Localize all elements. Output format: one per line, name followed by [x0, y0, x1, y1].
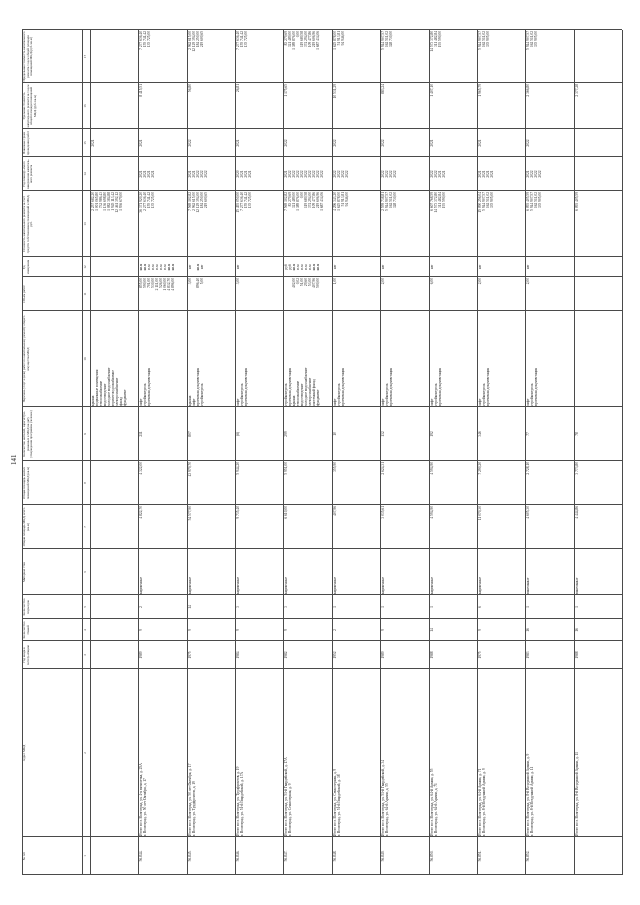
- column-header: Плановые сроки проведения работ: [22, 130, 30, 156]
- column-number: 13: [83, 222, 87, 226]
- table-vertical-rule: [22, 460, 622, 461]
- table-cell: 14: [429, 628, 434, 632]
- table-cell: 2022: [526, 139, 531, 147]
- table-cell: 1988: [429, 651, 434, 659]
- table-cell: 7 569 102,82 2 962 615,00 12 129 394,00 184 250,00 219 600,65: [187, 192, 208, 213]
- table-cell: 1: [574, 606, 579, 608]
- table-cell: (б): [236, 431, 241, 437]
- table-cell: 1975: [477, 651, 482, 659]
- table-cell: шт: [332, 264, 337, 270]
- table-vertical-rule: [22, 276, 622, 277]
- table-cell: 2022 2022 2022 2022: [332, 170, 349, 178]
- table-cell: 3 035,61: [381, 506, 386, 519]
- table-cell: 56.847.: [284, 850, 289, 862]
- table-cell: 2021 2022 2022 2022 2022 2022 2022 2022 2022 2022: [284, 170, 325, 178]
- table-cell: кв.м кв.м п.м п.м п.м п.м п.м кв.м кв.м: [139, 263, 176, 271]
- table-vertical-rule: [22, 504, 622, 505]
- table-cell: лифт стройконтроль проектная документация: [429, 367, 442, 406]
- table-vertical-rule: [22, 406, 622, 407]
- table-cell: 36 371 920,20 2 277 636,40 155 741,42 135 725,00: [139, 192, 156, 213]
- table-cell: 2021 2021 2021 2021: [477, 170, 494, 178]
- table-cell: стройконтроль проектная документация крыша теплоснабжение водоотведение холодное водоснабжение электроснабжение системный фасад фундамент: [284, 367, 321, 406]
- column-number: 1: [83, 855, 87, 857]
- capital-repair-table: [22, 30, 622, 875]
- table-cell: 1: [429, 606, 434, 608]
- table-cell: 402,00 0,02 51,00 29,60 53,00 407,96 500,00: [292, 278, 321, 288]
- table-cell: 6 093 405,59 5 944 907,57 162 511,02 335 905,00: [526, 192, 543, 211]
- table-cell: 1989: [381, 651, 386, 659]
- table-cell: 855,00 590,00 701,00 530,00 2 111,00 526,00 1 060,00 4 832,70 4 896,00: [139, 278, 176, 291]
- table-cell: 56.846.: [236, 850, 241, 862]
- page-number: 141: [10, 454, 18, 465]
- table-cell: лифт стройконтроль проектная документация: [526, 367, 539, 406]
- table-vertical-rule: [22, 836, 622, 837]
- table-cell: 7 277 636,40 155 741,42 135 725,00: [139, 31, 152, 50]
- table-cell: 2022: [381, 139, 386, 147]
- table-cell: 15 090 256,04 5 944 907,57 162 511,02 335 905,00: [477, 192, 494, 213]
- column-number: 6: [83, 571, 87, 573]
- table-vertical-rule: [22, 156, 622, 157]
- table-cell: шт: [381, 264, 386, 270]
- table-vertical-rule: [22, 82, 622, 83]
- table-cell: 1982: [284, 651, 289, 659]
- table-vertical-rule: [22, 668, 622, 669]
- table-cell: 1 965,79: [477, 84, 482, 97]
- table-cell: 14 573 372,80 311 482,84 193 590,00: [429, 31, 442, 52]
- table-cell: 16: [526, 628, 531, 632]
- table-cell: 883,24: [381, 84, 386, 94]
- table-cell: 5 944 907,57 162 511,02 328 730,00: [381, 31, 394, 50]
- table-cell: 1984: [236, 651, 241, 659]
- table-cell: панельные: [526, 577, 531, 594]
- table-vertical-rule: [22, 190, 622, 191]
- column-number: 11: [83, 292, 87, 296]
- table-cell: 1: [381, 606, 386, 608]
- column-header: Перечень услуг и (или) работ по капитальному ремонту общего имущества МКД: [22, 315, 30, 403]
- table-cell: 56,80: [187, 84, 192, 93]
- table-cell: 2021: [139, 139, 144, 147]
- table-cell: 9: [139, 629, 144, 631]
- table-cell: 2021: [477, 139, 482, 147]
- table-cell: 56.845.: [187, 850, 192, 862]
- table-cell: шт: [477, 264, 482, 270]
- table-cell: 5 944,20: [236, 462, 241, 475]
- column-header: Коли-чество этажей: [22, 621, 30, 639]
- table-cell: 56.844.: [139, 850, 144, 862]
- table-cell: 4 322,00: [139, 462, 144, 475]
- table-vertical-rule: [22, 594, 622, 595]
- table-cell: 10 531,29: [332, 84, 337, 99]
- table-vertical-rule: [22, 640, 622, 641]
- table-cell: 43 979,70: [187, 462, 192, 477]
- table-cell: 807: [187, 431, 192, 437]
- table-cell: 4 822,70: [139, 506, 144, 519]
- column-header: Общая площадь жилых помещений МКД (кв.м): [22, 466, 30, 500]
- table-cell: кирпичные: [429, 576, 434, 594]
- table-cell: 5 944 907,57 162 511,02 335 905,00: [526, 31, 539, 50]
- table-cell: 7 277 636,40 155 741,42 135 725,00: [236, 31, 249, 50]
- table-cell: 4 594,90: [429, 506, 434, 519]
- table-cell: 2,00: [381, 278, 386, 285]
- table-cell: 2 257 682,20 1 001 065,80 732 986,43 1 136 698,80 1 082 384,88 1 945 113,42 12 461 392,12 1 936 679,00: [91, 192, 123, 213]
- table-cell: 4 444,86: [574, 506, 579, 519]
- table-cell: Итого по г. Волгоград, ул. 8-й Воздушной Армии, д. 11: [574, 752, 579, 836]
- table-cell: 132: [381, 431, 386, 437]
- column-number: 16: [83, 104, 87, 108]
- table-cell: Итого по г. Волгоград, ул. 64-й Армии, д. 71 г. Волгоград, ул. 8-й Воздушной Армии, д. 9: [477, 768, 486, 836]
- table-cell: 4 296 343,20 1 625 878,00 51 913,81 94 946,00: [332, 192, 349, 211]
- table-vertical-rule: [22, 29, 622, 30]
- table-cell: 211: [139, 431, 144, 437]
- column-header: Удельная стоимость капитального ремонта за 1 кв.м общей площади помещений МКД (руб./кв.м): [22, 84, 38, 128]
- table-cell: 192: [429, 431, 434, 437]
- table-cell: 56.851.: [477, 850, 482, 862]
- table-cell: кирпичные: [284, 576, 289, 594]
- table-cell: 2022 2022 2021 2021: [429, 170, 446, 178]
- table-cell: 6 607 768,59 14 573 372,80 311 482,84 193 590,00: [429, 192, 446, 213]
- table-cell: кирпичные: [477, 576, 482, 594]
- table-cell: 346: [477, 431, 482, 437]
- table-cell: 2021: [236, 139, 241, 147]
- table-vertical-rule: [22, 618, 622, 619]
- table-cell: Итого по г. Волгоград, ул. 8-й Воздушной Армии, д. 9 г. Волгоград, ул. 8-й Воздушной Армии, д. 11: [526, 753, 535, 836]
- table-cell: 2022 2022 2022 2022: [381, 170, 398, 178]
- table-cell: 2022: [187, 139, 192, 147]
- column-header: Общая площадь МКД, всего (кв.м): [22, 507, 30, 547]
- table-cell: 6,00: [429, 278, 434, 285]
- table-vertical-rule: [22, 548, 622, 549]
- table-cell: кирпичные: [139, 576, 144, 594]
- table-cell: лифт стройконтроль проектная документация: [381, 367, 394, 406]
- column-header: Коли-чество подъездов: [22, 598, 30, 616]
- table-cell: 6 610,00: [284, 506, 289, 519]
- column-number: 4: [83, 629, 87, 631]
- table-cell: 83 279,69 321 489,00 1 389 876,00 0,00 119 680,58 374 294,00 109 477,86 219 606,96 1 687 434,06: [284, 31, 321, 50]
- table-cell: кирпичные: [332, 576, 337, 594]
- table-horizontal-rule: [622, 30, 623, 875]
- table-cell: 2021: [429, 139, 434, 147]
- table-cell: Итого по г. Волгоград, ул. Трудфронтов, д. 19 г. Волгоград, ул. 51-й Гвардейской, д. 17А: [236, 766, 245, 836]
- table-horizontal-rule: [90, 30, 91, 875]
- table-cell: лифт стройконтроль проектная документация: [332, 367, 345, 406]
- column-header: Год планиру-емого завершения капиталь-ного ремонта: [22, 159, 34, 189]
- column-header: Количество жителей, зарегистри-рованных в МКД на дату утверждения программы (человек): [22, 410, 34, 458]
- table-cell: 5 951,00: [284, 462, 289, 475]
- table-cell: 3,00 896,40 5,00: [187, 278, 204, 288]
- table-cell: Итого по г. Волгоград, ул. 51-й Гвардейской, д. 17А г. Волгоград, ул. Сеннозерная, д. 9: [284, 757, 293, 836]
- table-cell: 5 944 907,57 162 511,02 335 905,00: [477, 31, 490, 50]
- table-cell: 2022: [284, 139, 289, 147]
- table-cell: 407,96: [332, 506, 337, 516]
- column-header: Ед. измерения: [22, 259, 30, 275]
- column-header: Стоимость капитального ремонта за счет средств собственников помещений в МКД, руб.: [22, 194, 34, 254]
- table-cell: 2 962 615,00 12 129 394,00 184 250,00 219 600,65: [187, 31, 204, 52]
- table-cell: руб руб кв.м п.м п.м п.м п.м кв.м кв.м: [284, 263, 321, 271]
- table-cell: лифт стройконтроль проектная документация: [139, 367, 152, 406]
- table-cell: 77: [526, 432, 531, 436]
- table-cell: 16: [574, 628, 579, 632]
- table-cell: 2 624,31: [381, 462, 386, 475]
- table-cell: 2 366,80: [526, 84, 531, 97]
- table-cell: 9: [477, 629, 482, 631]
- table-cell: крыша лифт проектная документация стройконтроль: [187, 367, 204, 406]
- column-number: 2: [83, 752, 87, 754]
- table-cell: 1,00: [332, 278, 337, 285]
- column-header: Объем работ: [22, 285, 26, 303]
- table-cell: 8 415,51: [139, 84, 144, 97]
- table-cell: 9: [236, 629, 241, 631]
- table-cell: 6 093 405,59: [574, 192, 579, 211]
- table-cell: 4 605,30: [526, 506, 531, 519]
- table-cell: шт: [429, 264, 434, 270]
- table-cell: 2,00: [526, 278, 531, 285]
- table-cell: кирпичные: [187, 576, 192, 594]
- table-cell: 7 569 102,82 83 279,69 321 489,00 1 389 876,00 0,00 119 680,58 374 294,00 109 477,86 219 606,96 1 687 434,06: [284, 192, 325, 211]
- table-cell: 299: [284, 431, 289, 437]
- column-number: 7: [83, 526, 87, 528]
- table-cell: шт: [526, 264, 531, 270]
- table-cell: Итого по г. Волгоград, ул. 4-я пятилетка, д. 25А г. Волгоград, ул. 50 лет Октября, д. 17: [139, 763, 148, 836]
- table-cell: 2022: [332, 139, 337, 147]
- column-number: 14: [83, 172, 87, 176]
- table-cell: 9: [284, 629, 289, 631]
- table-cell: лифт стройконтроль проектная документация: [477, 367, 490, 406]
- table-cell: 11 070,30: [477, 506, 482, 521]
- table-cell: 3: [284, 606, 289, 608]
- table-cell: Итого по г. Волгоград, ул. 51-й Гвардейской, д. 34 г. Волгоград, ул. 64-й Армии, д. 55: [381, 759, 390, 836]
- table-cell: 54 577,90: [187, 506, 192, 521]
- table-cell: 2021: [91, 139, 95, 147]
- table-cell: 78: [574, 432, 579, 436]
- column-header: Адрес МКД: [22, 744, 26, 762]
- table-cell: 56.850.: [429, 850, 434, 862]
- table-cell: 4 594,90: [429, 462, 434, 475]
- table-cell: 2020 2021 2021 2021: [236, 170, 253, 178]
- table-cell: 2: [332, 629, 337, 631]
- column-number: 3: [83, 654, 87, 656]
- table-cell: 15 493 050,00 7 277 636,40 155 741,42 135 725,00: [236, 192, 253, 213]
- column-header: № п/п: [22, 851, 26, 861]
- table-vertical-rule: [22, 128, 622, 129]
- column-number: 17: [83, 54, 87, 59]
- table-cell: 1 407,10: [429, 84, 434, 97]
- table-cell: 2: [139, 606, 144, 608]
- table-cell: 26,81: [236, 84, 241, 93]
- table-cell: 10: [332, 432, 337, 436]
- table-cell: Итого по г. Волгоград, ул. 64-й Армии, д. 55 г. Волгоград, ул. 64-й Армии, д. 71: [429, 768, 438, 836]
- table-cell: шт: [236, 264, 241, 270]
- table-cell: 1988: [574, 651, 579, 659]
- table-cell: 6: [477, 606, 482, 608]
- table-cell: панельные: [574, 577, 579, 594]
- table-cell: 355,90: [332, 462, 337, 472]
- table-cell: 14: [187, 605, 192, 609]
- table-cell: 9: [187, 629, 192, 631]
- table-cell: 2021 2021 2021 2021: [139, 170, 156, 178]
- column-number: 9: [83, 433, 87, 435]
- table-cell: 1989: [139, 651, 144, 659]
- table-cell: 3,00: [236, 278, 241, 285]
- table-cell: 3: [236, 606, 241, 608]
- table-cell: 9 735,40: [236, 506, 241, 519]
- column-number: 8: [83, 482, 87, 484]
- table-cell: 2 728,10: [526, 462, 531, 475]
- column-number: 5: [83, 606, 87, 608]
- column-number: 12: [83, 265, 87, 269]
- table-cell: 2021 2021 2022 2022 2022: [187, 170, 208, 178]
- table-cell: лифт стройконтроль проектная документация: [236, 367, 249, 406]
- table-cell: крыша подвальные помещения теплоснабжение водоотведение холодное водоснабжение горячее водоснабжение электроснабжение фасад фундамент: [91, 367, 127, 406]
- table-vertical-rule: [22, 256, 622, 257]
- table-cell: 9: [381, 629, 386, 631]
- table-cell: 1975: [187, 651, 192, 659]
- table-cell: 2 559 738,81 5 944 907,57 162 511,02 328 730,00: [381, 192, 398, 211]
- column-number: 15: [83, 141, 87, 145]
- table-cell: 1 625 878,00 51 913,81 94 946,00: [332, 31, 345, 50]
- table-cell: шт кв.м шт: [187, 263, 204, 271]
- table-cell: 2,00: [477, 278, 482, 285]
- table-cell: 56.848.: [332, 850, 337, 862]
- table-cell: 1: [526, 606, 531, 608]
- table-cell: Итого по г. Волгоград, ул. Сеннозерная, д. 9 г. Волгоград, ул. 51-й Гвардейской, д. 38: [332, 768, 341, 836]
- table-cell: Итого по г. Волгоград, ул. 50 лет Октября, д. 17 г. Волгоград, ул. Трудфронтов, д. 19: [187, 763, 196, 836]
- table-cell: 56.852.: [526, 850, 531, 862]
- table-cell: 1952: [332, 651, 337, 659]
- table-cell: 1 175,65: [284, 84, 289, 97]
- table-cell: 3 773,80: [574, 462, 579, 475]
- table-cell: 2021 2022 2022 2022: [526, 170, 543, 178]
- table-cell: кирпичные: [381, 576, 386, 594]
- table-vertical-rule: [22, 874, 622, 875]
- table-cell: 56.849.: [381, 850, 386, 862]
- table-vertical-rule: [22, 310, 622, 311]
- column-header: Предельная стоимость капитального ремонта 1 кв.м общей площади помещений МКД (руб./кв.м): [22, 31, 34, 82]
- table-cell: кирпичные: [236, 576, 241, 594]
- table-cell: 1: [332, 606, 337, 608]
- column-number: 10: [83, 357, 87, 361]
- table-cell: 1983: [526, 651, 531, 659]
- table-cell: 2 377,28: [574, 84, 579, 97]
- column-header: Материал стен: [22, 561, 26, 583]
- column-header: Год ввода в эксплу-атацию: [22, 644, 30, 666]
- table-cell: 7 290,20: [477, 462, 482, 475]
